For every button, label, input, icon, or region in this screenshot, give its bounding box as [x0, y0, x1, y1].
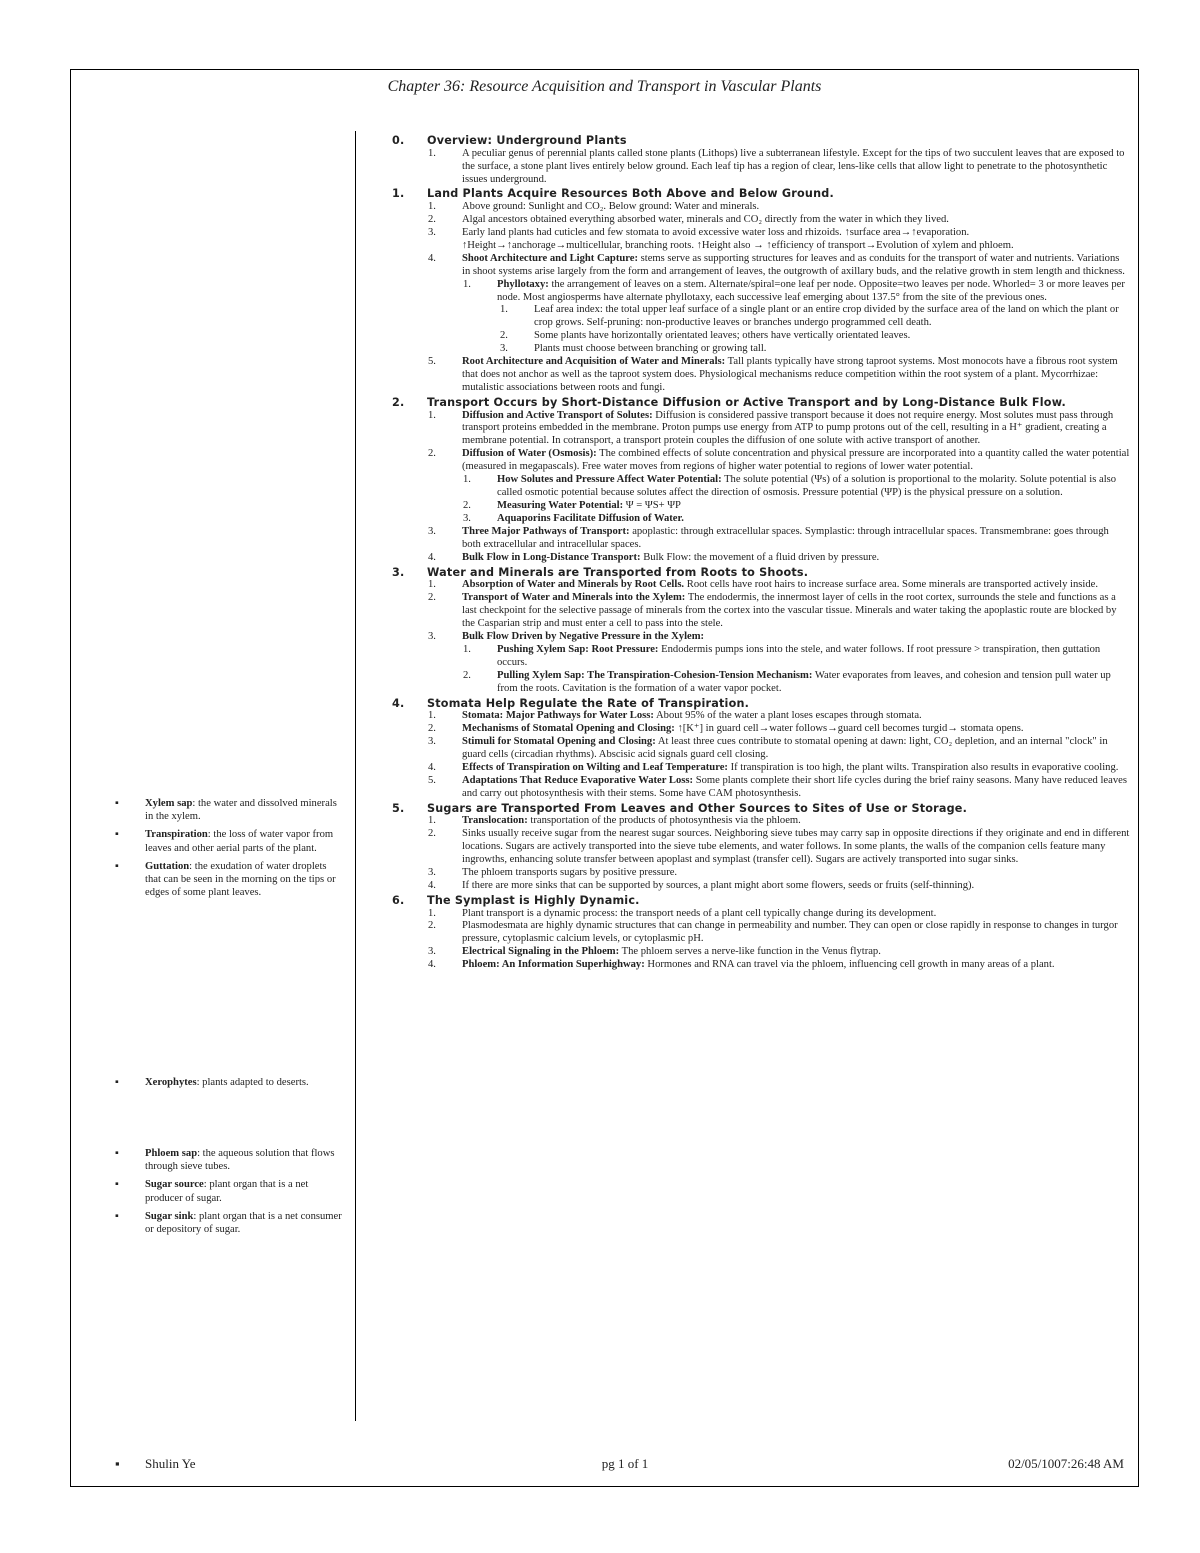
- item-heading: Pulling Xylem Sap: The Transpiration-Cohesion-Tension Mechanism:: [497, 669, 813, 681]
- section-title: Land Plants Acquire Resources Both Above and Below Ground.: [427, 187, 834, 201]
- sidebar-definition: [115, 860, 345, 900]
- item-number: 1.: [428, 907, 436, 919]
- sidebar-definition: [115, 1147, 345, 1173]
- item-text: Some plants complete their short life cycles during the brief rainy seasons. Many have reduced leaves and carry out photosynthesis with their stems. Some have CAM photosynthesis.: [462, 774, 1127, 799]
- section-title: Stomata Help Regulate the Rate of Transpiration.: [427, 696, 750, 710]
- item-text: transportation of the products of photosynthesis via the phloem.: [530, 815, 801, 827]
- section-number: 5.: [392, 801, 405, 815]
- item-text: Plants must choose between branching or growing tall.: [534, 343, 767, 355]
- item-heading: Absorption of Water and Minerals by Root Cells.: [462, 579, 685, 591]
- bullet-icon: ▪: [115, 860, 119, 872]
- outline-item: [392, 304, 1130, 330]
- bullet-icon: ▪: [115, 798, 119, 809]
- outline-item: [392, 148, 1130, 187]
- section-heading: [392, 802, 1130, 816]
- item-number: 1.: [428, 710, 436, 722]
- item-text: About 95% of the water a plant loses escapes through stomata.: [656, 710, 922, 722]
- item-number: 4.: [428, 551, 436, 563]
- item-text: Some plants have horizontally orientated leaves; others have vertically orientated leaves.: [534, 330, 911, 342]
- outline-item: [392, 526, 1130, 552]
- definition-text: : the aqueous solution that flows through sieve tubes.: [145, 1148, 335, 1173]
- sidebar-group-xylem: [115, 797, 345, 905]
- item-text: The combined effects of solute concentration and physical pressure are incorporated into a quantity called the water potential (measured in megapascals). Free water moves from regions of higher water potential to regions of lower water potential.: [462, 448, 1130, 473]
- item-text: Ψ = ΨS+ ΨP: [625, 500, 681, 512]
- item-number: 3.: [428, 946, 436, 958]
- footer-bullet: ▪: [115, 1456, 120, 1471]
- outline-item: [392, 500, 1130, 513]
- definition-term: Xerophytes: [145, 1077, 197, 1088]
- section-heading: [392, 396, 1130, 410]
- outline-item: [392, 775, 1130, 801]
- sidebar-definition: [115, 797, 345, 823]
- outline-item: [392, 670, 1130, 696]
- bullet-icon: ▪: [115, 1210, 119, 1222]
- outline-item: [392, 908, 1130, 921]
- item-number: 1.: [428, 579, 436, 591]
- outline-item: [392, 920, 1130, 946]
- item-heading: Diffusion and Active Transport of Solutes:: [462, 409, 653, 421]
- definition-term: Xylem sap: [145, 798, 193, 809]
- item-heading: Three Major Pathways of Transport:: [462, 525, 630, 537]
- definition-term: Guttation: [145, 860, 190, 872]
- section-title: Water and Minerals are Transported from Roots to Shoots.: [427, 565, 809, 579]
- item-text: Algal ancestors obtained everything absorbed water, minerals and CO₂ directly from the water in which they lived.: [462, 214, 949, 225]
- item-heading: Root Architecture and Acquisition of Water and Minerals:: [462, 356, 726, 368]
- item-number: 5.: [428, 356, 436, 368]
- sidebar-definition: [115, 1178, 345, 1204]
- outline-item: [392, 253, 1130, 279]
- item-text: The phloem transports sugars by positive pressure.: [462, 867, 678, 879]
- item-number: 1.: [428, 147, 436, 159]
- sidebar-definition: [115, 1076, 345, 1089]
- item-text: Plasmodesmata are highly dynamic structures that can change in permeability and number. They can open or close rapidly in response to changes in turgor pressure, cytoplasmic calcium levels, or cytoplasmic pH.: [462, 920, 1118, 945]
- section-number: 4.: [392, 696, 405, 710]
- definition-text: : the loss of water vapor from leaves and other aerial parts of the plant.: [145, 829, 334, 854]
- item-heading: Electrical Signaling in the Phloem:: [462, 946, 620, 958]
- item-text: Hormones and RNA can travel via the phloem, influencing cell growth in many areas of a plant.: [647, 959, 1055, 971]
- item-number: 1.: [463, 474, 471, 486]
- item-text: Diffusion is considered passive transport because it does not require energy. Most solutes must pass through transport proteins embedded in the membrane. Proton pumps use energy from ATP to pump protons out of the cell, resulting in a H⁺ gradient, creating a membrane potential. In cotransport, a transport protein couples the diffusion of one solute with active transport of another.: [462, 409, 1114, 447]
- item-text: Bulk Flow: the movement of a fluid driven by pressure.: [643, 551, 880, 563]
- sidebar-definition: [115, 1210, 345, 1236]
- main-outline: [392, 133, 1130, 972]
- section-title: Sugars are Transported From Leaves and Other Sources to Sites of Use or Storage.: [427, 801, 968, 815]
- item-number: 3.: [500, 343, 508, 355]
- item-text: ↑[K⁺] in guard cell→water follows→guard cell becomes turgid→ stomata opens.: [677, 723, 1024, 735]
- outline-item: [392, 710, 1130, 723]
- item-text: Sinks usually receive sugar from the nearest sugar sources. Neighboring sieve tubes may carry sap in opposite directions if they originate and end in different locations. Sugars are actively transported into the sieve tube elements, and water follows. In some plants, the walls of the companion cells feature many ingrowths, enhancing solute transfer between apoplast and symplast (transfer cell). Sugars are actively transported into sugar sinks.: [462, 828, 1130, 866]
- item-heading: Pushing Xylem Sap: Root Pressure:: [497, 643, 659, 655]
- page-title: Chapter 36: Resource Acquisition and Transport in Vascular Plants: [387, 78, 822, 95]
- section-heading: [392, 697, 1130, 711]
- item-number: 1.: [463, 643, 471, 655]
- sidebar-group-phloem: [115, 1147, 345, 1241]
- outline-item: [392, 201, 1130, 214]
- section-title: The Symplast is Highly Dynamic.: [427, 893, 640, 907]
- outline-item: [392, 867, 1130, 880]
- bullet-icon: ▪: [115, 1148, 119, 1159]
- item-number: 3.: [428, 525, 436, 537]
- item-number: 4.: [428, 959, 436, 971]
- item-heading: Adaptations That Reduce Evaporative Water Loss:: [462, 774, 694, 786]
- footer-author: Shulin Ye: [145, 1456, 196, 1471]
- section-heading: [392, 134, 1130, 148]
- section-number: 0.: [392, 134, 405, 147]
- outline-item: [392, 279, 1130, 305]
- outline-item: [392, 959, 1130, 972]
- definition-text: : plants adapted to deserts.: [196, 1077, 309, 1088]
- section-title: Transport Occurs by Short-Distance Diffusion or Active Transport and by Long-Distance Bulk Flow.: [427, 395, 1066, 409]
- item-text: Early land plants had cuticles and few stomata to avoid excessive water loss and rhizoids. ↑surface area→↑evaporation. ↑Height→↑anchorage→multicellular, branching roots. ↑Height also → ↑efficiency of transport→Evolution of xylem and phloem.: [462, 226, 1014, 251]
- item-number: 3.: [428, 226, 436, 238]
- item-text: A peculiar genus of perennial plants called stone plants (Lithops) live a subterranean lifestyle. Except for the tips of two succulent leaves that are exposed to the surface, a stone plant lives entirely below ground. Each leaf tip has a region of clear, lens-like cells that allow light to penetrate to the photosynthetic issues underground.: [462, 147, 1125, 185]
- item-heading: Bulk Flow in Long-Distance Transport:: [462, 551, 641, 563]
- item-text: stems serve as supporting structures for leaves and as conduits for the transport of water and nutrients. Variations in shoot systems arise largely from the form and arrangement of leaves, the outgrowth of axillary buds, and the relative growth in stem length and thickness.: [462, 252, 1125, 277]
- item-number: 3.: [428, 867, 436, 879]
- outline-item: [392, 762, 1130, 775]
- item-heading: Phloem: An Information Superhighway:: [462, 959, 645, 971]
- column-divider: [355, 131, 356, 1421]
- section-number: 1.: [392, 187, 405, 201]
- outline-item: [392, 828, 1130, 867]
- footer-datetime: 02/05/1007:26:48 AM: [1008, 1456, 1124, 1471]
- item-number: 1.: [428, 201, 436, 213]
- sidebar-group-xerophytes: [115, 1076, 345, 1094]
- item-number: 2.: [500, 330, 508, 342]
- section-title: Overview: Underground Plants: [427, 134, 627, 147]
- item-text: apoplastic: through extracellular spaces. Symplastic: through intracellular spaces. Transmembrane: goes through both extracellular and intracellular spaces.: [462, 525, 1109, 550]
- item-heading: Stimuli for Stomatal Opening and Closing:: [462, 736, 656, 748]
- item-heading: Measuring Water Potential:: [497, 500, 624, 512]
- section-heading: [392, 187, 1130, 201]
- outline-item: [392, 343, 1130, 356]
- section-heading: [392, 566, 1130, 580]
- outline-item: [392, 644, 1130, 670]
- item-heading: Aquaporins Facilitate Diffusion of Water.: [497, 512, 684, 524]
- item-number: 2.: [463, 500, 471, 512]
- item-heading: Transport of Water and Minerals into the Xylem:: [462, 592, 686, 604]
- item-number: 3.: [463, 512, 471, 524]
- item-number: 1.: [500, 304, 508, 316]
- outline-item: [392, 723, 1130, 736]
- outline-item: [392, 330, 1130, 343]
- item-heading: Bulk Flow Driven by Negative Pressure in the Xylem:: [462, 630, 705, 642]
- item-heading: Diffusion of Water (Osmosis):: [462, 448, 597, 460]
- item-number: 4.: [428, 761, 436, 773]
- outline-item: [392, 880, 1130, 893]
- item-text: Leaf area index: the total upper leaf surface of a single plant or an entire crop divided by the surface area of the land on which the plant or crop grows. Self-pruning: non-productive leaves or branches undergo programmed cell death.: [534, 304, 1119, 329]
- item-number: 4.: [428, 252, 436, 264]
- definition-text: : the water and dissolved minerals in the xylem.: [145, 798, 337, 823]
- item-heading: Shoot Architecture and Light Capture:: [462, 252, 638, 264]
- item-text: If there are more sinks that can be supported by sources, a plant might abort some flowers, seeds or fruits (self-thinning).: [462, 879, 975, 891]
- definition-text: : plant organ that is a net producer of sugar.: [145, 1179, 309, 1204]
- outline-item: [392, 592, 1130, 631]
- item-text: Tall plants typically have strong taproot systems. Most monocots have a fibrous root system that does not anchor as well as the taproot system does. Physiological mechanisms reduce competition within the root system of a plant. Mycorrhizae: mutalistic associations between roots and fungi.: [462, 356, 1118, 393]
- item-text: Above ground: Sunlight and CO₂. Below ground: Water and minerals.: [462, 201, 760, 213]
- definition-text: : the exudation of water droplets that can be seen in the morning on the tips or edges of some plant leaves.: [145, 860, 336, 899]
- sidebar-definition: [115, 828, 345, 854]
- item-text: the arrangement of leaves on a stem. Alternate/spiral=one leaf per node. Opposite=two leaves per node. Whorled= 3 or more leaves per node. Most angiosperms have alternate phyllotaxy, each successive leaf emerging about 137.5° from the site of the previous ones.: [497, 278, 1125, 303]
- outline-item: [392, 448, 1130, 474]
- item-number: 2.: [428, 214, 436, 225]
- item-text: Plant transport is a dynamic process: the transport needs of a plant cell typically change during its development.: [462, 907, 937, 919]
- item-number: 2.: [428, 920, 436, 932]
- item-text: Water evaporates from leaves, and cohesion and tension pull water up from the roots. Cavitation is the formation of a water vapor pocket.: [497, 669, 1111, 694]
- outline-item: [392, 474, 1130, 500]
- bullet-icon: ▪: [115, 829, 119, 841]
- item-number: 1.: [463, 278, 471, 290]
- outline-item: [392, 631, 1130, 644]
- item-heading: Translocation:: [462, 815, 528, 827]
- item-text: Root cells have root hairs to increase surface area. Some minerals are transported actively inside.: [686, 579, 1098, 591]
- item-text: The solute potential (Ψs) of a solution is proportional to the molarity. Solute potential is also called osmotic potential because solutes affect the direction of osmosis. Pressure potential (ΨP) is the physical pressure on a solution.: [497, 474, 1117, 499]
- item-number: 3.: [428, 736, 436, 748]
- item-heading: How Solutes and Pressure Affect Water Potential:: [497, 474, 722, 486]
- bullet-icon: ▪: [115, 1179, 119, 1191]
- outline-item: [392, 410, 1130, 449]
- item-number: 2.: [428, 828, 436, 840]
- item-text: At least three cues contribute to stomatal opening at dawn: light, CO₂ depletion, and an internal "clock" in guard cells (circadian rhythms). Abscisic acid signals guard cell closing.: [462, 736, 1108, 760]
- item-heading: Effects of Transpiration on Wilting and Leaf Temperature:: [462, 761, 728, 773]
- item-text: The phloem serves a nerve-like function in the Venus flytrap.: [621, 946, 881, 958]
- item-heading: Phyllotaxy:: [497, 278, 549, 290]
- outline-item: [392, 552, 1130, 565]
- section-heading: [392, 894, 1130, 908]
- outline-item: [392, 227, 1130, 253]
- outline-item: [392, 736, 1130, 762]
- item-number: 3.: [428, 630, 436, 642]
- item-heading: Stomata: Major Pathways for Water Loss:: [462, 710, 654, 722]
- item-number: 5.: [428, 774, 436, 786]
- definition-text: : plant organ that is a net consumer or depository of sugar.: [145, 1210, 342, 1236]
- item-number: 4.: [428, 879, 436, 891]
- outline-item: [392, 513, 1130, 526]
- section-number: 2.: [392, 395, 405, 409]
- outline-item: [392, 356, 1130, 395]
- item-number: 2.: [463, 669, 471, 681]
- definition-term: Sugar source: [145, 1179, 204, 1191]
- item-number: 2.: [428, 723, 436, 735]
- section-number: 6.: [392, 893, 405, 907]
- item-number: 2.: [428, 592, 436, 604]
- item-number: 1.: [428, 815, 436, 827]
- definition-term: Sugar sink: [145, 1210, 194, 1222]
- definition-term: Phloem sap: [145, 1148, 198, 1159]
- footer-page-number: pg 1 of 1: [601, 1456, 649, 1471]
- outline-item: [392, 214, 1130, 227]
- outline-item: [392, 815, 1130, 828]
- item-text: Endodermis pumps ions into the stele, and water follows. If root pressure > transpiration, then guttation occurs.: [497, 643, 1101, 668]
- item-text: The endodermis, the innermost layer of cells in the root cortex, surrounds the stele and functions as a last checkpoint for the selective passage of minerals from the cortex into the vascular tissue. Minerals and water taking the apoplastic route are blocked by the Casparian strip and must enter a cell to pass into the stele.: [462, 592, 1117, 630]
- outline-item: [392, 946, 1130, 959]
- definition-term: Transpiration: [145, 829, 208, 841]
- item-number: 2.: [428, 448, 436, 460]
- outline-item: [392, 579, 1130, 592]
- section-number: 3.: [392, 565, 405, 579]
- bullet-icon: ▪: [115, 1077, 119, 1088]
- item-heading: Mechanisms of Stomatal Opening and Closing:: [462, 723, 675, 735]
- item-number: 1.: [428, 409, 436, 421]
- item-text: If transpiration is too high, the plant wilts. Transpiration also results in evaporative cooling.: [730, 761, 1119, 773]
